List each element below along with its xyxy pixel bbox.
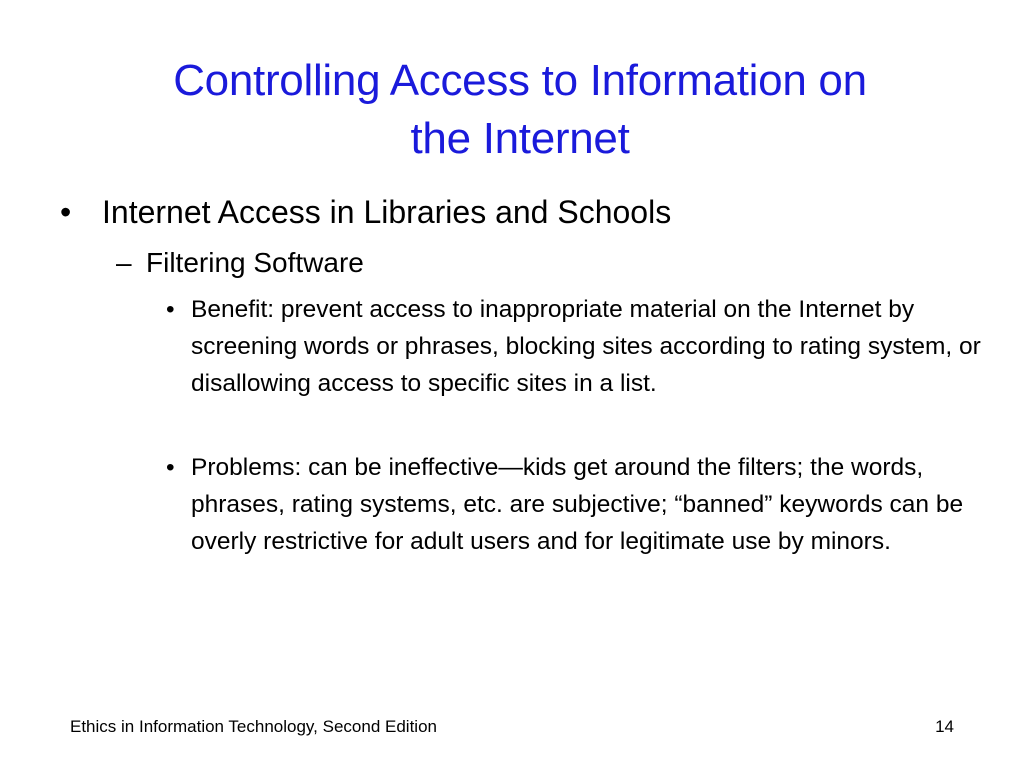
bullet-level3-problems — [166, 449, 996, 560]
footer-book-title: Ethics in Information Technology, Second Edition — [70, 717, 437, 736]
bullet-text: Benefit: prevent access to inappropriate material on the Internet by screening words or phrases, blocking sites according to rating system, or disallowing access to specific sites in a list. — [191, 296, 981, 397]
bullet-text: Internet Access in Libraries and Schools — [102, 194, 672, 230]
title-line-1: Controlling Access to Information on — [173, 56, 867, 105]
bullet-level2 — [116, 244, 364, 282]
bullet-level3-benefit — [166, 291, 996, 402]
bullet-marker: • — [166, 296, 175, 323]
footer-page-number: 14 — [935, 717, 954, 736]
bullet-marker: • — [60, 194, 72, 230]
bullet-level1 — [60, 190, 671, 234]
bullet-text: Problems: can be ineffective—kids get around the filters; the words, phrases, rating systems, etc. are subjective; “banned” keywords can be overly restrictive for adult users and for legitimate use by minors. — [191, 454, 964, 555]
bullet-text: Filtering Software — [146, 247, 364, 278]
dash-marker: – — [116, 247, 132, 278]
bullet-marker: • — [166, 454, 175, 481]
title-line-2: the Internet — [410, 114, 630, 163]
